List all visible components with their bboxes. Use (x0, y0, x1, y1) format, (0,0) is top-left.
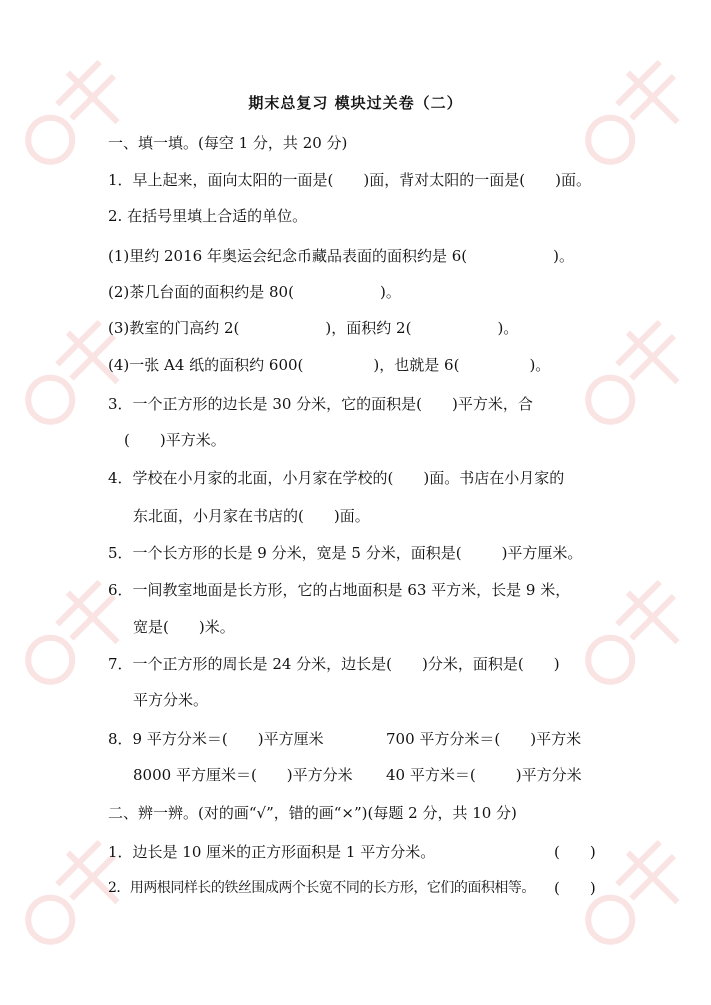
q8-text-e: 8000 平方厘米＝( (133, 766, 257, 784)
question-6-line-2 (133, 617, 235, 637)
question-8-line-2-right (386, 765, 582, 785)
question-2-sub-2 (108, 282, 401, 302)
q4-text-c: 东北面，小月家在书店的( (133, 507, 304, 525)
niu-logo-icon (560, 40, 710, 190)
question-5 (108, 543, 582, 563)
niu-logo-icon (560, 300, 710, 450)
q2-s2-text-b: )。 (379, 283, 401, 301)
q3-text-c: ( (124, 431, 130, 449)
q8-text-c: 700 平方分米＝( (386, 730, 501, 748)
q7-text-b: )分米，面积是( (422, 655, 524, 673)
q2-s4-text-a: (4)一张 A4 纸的面积约 600( (108, 356, 304, 374)
q3-text-b: )平方米，合 (452, 395, 533, 413)
q6-text-b: 宽是( (133, 618, 169, 636)
question-3-line-1 (108, 394, 533, 414)
q2-s1-text-a: (1)里约 2016 年奥运会纪念币藏品表面的面积约是 6( (108, 247, 468, 265)
q7-text-c: ) (553, 655, 560, 673)
question-7-line-2: 平方分米。 (133, 691, 209, 709)
q5-text-b: )平方厘米。 (501, 544, 583, 562)
judge-answer-paren-2[interactable]: ( ) (554, 879, 596, 897)
question-2-sub-3 (108, 318, 518, 338)
judge-question-1: 1．边长是 10 厘米的正方形面积是 1 平方分米。 (108, 843, 436, 861)
q5-text-a: 5．一个长方形的长是 9 分米，宽是 5 分米，面积是( (108, 544, 462, 562)
q1-text-b: )面，背对太阳的一面是( (363, 171, 526, 189)
q8-text-d: )平方米 (530, 730, 582, 748)
q2-s4-text-c: )。 (529, 356, 551, 374)
q2-s1-text-b: )。 (553, 247, 574, 265)
q8-text-g: 40 平方米＝( (386, 766, 476, 784)
q2-s2-text-a: (2)茶几台面的面积约是 80( (108, 283, 294, 301)
question-4-line-2 (133, 506, 370, 526)
question-2-sub-1 (108, 246, 574, 266)
q1-text-a: 1．早上起来，面向太阳的一面是( (108, 171, 334, 189)
q8-text-f: )平方分米 (286, 766, 353, 784)
section1-heading: 一、填一填。(每空 1 分，共 20 分) (108, 134, 348, 152)
niu-logo-icon (560, 560, 710, 710)
page-title: 期末总复习 模块过关卷（二） (248, 94, 463, 112)
judge-answer-paren-1[interactable]: ( ) (554, 843, 596, 861)
q8-text-a: 8．9 平方分米＝( (108, 730, 228, 748)
question-7-line-1 (108, 654, 560, 674)
q2-s3-text-c: )。 (497, 319, 519, 337)
section2-heading: 二、辨一辨。(对的画“√”，错的画“×”)(每题 2 分，共 10 分) (108, 804, 517, 822)
q4-text-b: )面。书店在小月家的 (423, 469, 565, 487)
question-2-sub-4 (108, 355, 550, 375)
q3-text-d: )平方米。 (159, 431, 226, 449)
q6-text-c: )米。 (198, 618, 235, 636)
question-8-line-1-right (386, 729, 581, 749)
judge-question-2: 2．用两根同样长的铁丝围成两个长宽不同的长方形，它们的面积相等。 (108, 880, 535, 896)
q2-s3-text-b: )，面积约 2( (325, 319, 412, 337)
q4-text-a: 4．学校在小月家的北面，小月家在学校的( (108, 469, 394, 487)
question-8-line-2 (133, 765, 353, 785)
niu-logo-icon (0, 40, 150, 190)
question-8-line-1 (108, 729, 324, 749)
q8-text-h: )平方分米 (515, 766, 582, 784)
q7-text-a: 7．一个正方形的周长是 24 分米，边长是( (108, 655, 393, 673)
q4-text-d: )面。 (333, 507, 370, 525)
question-6-line-1: 6．一间教室地面是长方形，它的占地面积是 63 平方米，长是 9 米， (108, 581, 571, 599)
q8-text-b: )平方厘米 (257, 730, 324, 748)
q1-text-c: )面。 (555, 171, 591, 189)
question-2-stem: 2. 在括号里填上合适的单位。 (108, 207, 308, 225)
question-1 (108, 170, 591, 190)
question-3-line-2 (124, 430, 226, 450)
q3-text-a: 3．一个正方形的边长是 30 分米，它的面积是( (108, 395, 423, 413)
question-4-line-1 (108, 468, 564, 488)
q2-s4-text-b: )，也就是 6( (373, 356, 460, 374)
q2-s3-text-a: (3)教室的门高约 2( (108, 319, 240, 337)
